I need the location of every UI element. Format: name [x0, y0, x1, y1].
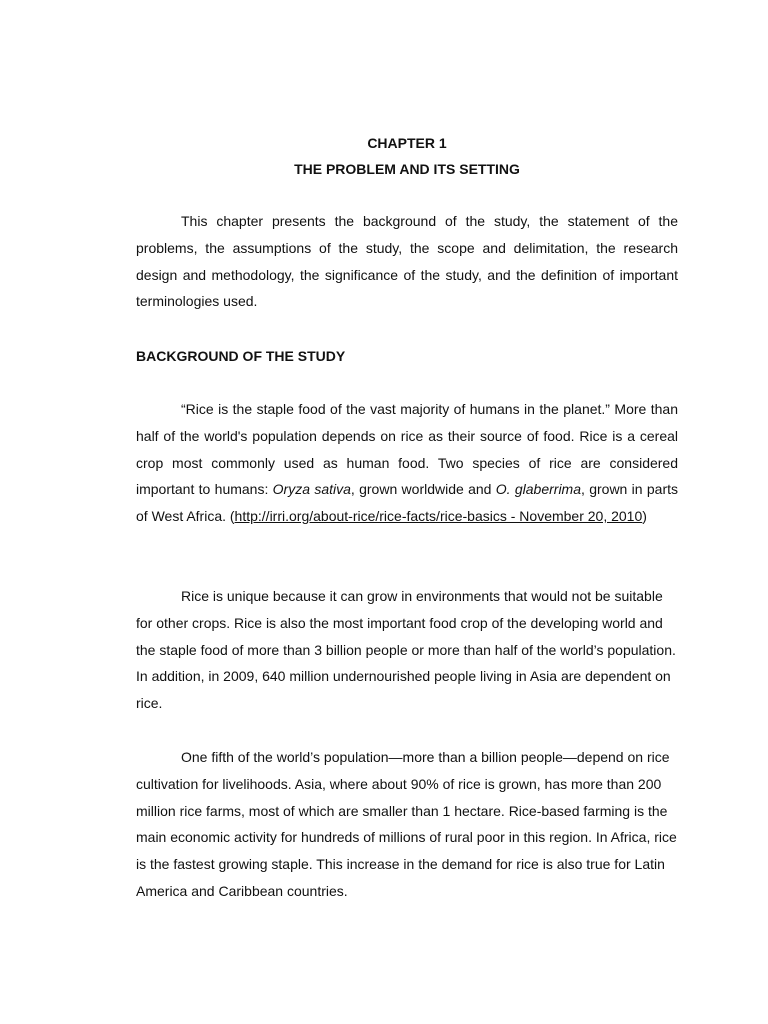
chapter-number: CHAPTER 1: [367, 135, 447, 151]
background-paragraph-2: Rice is unique because it can grow in environments that would not be suitable for other crops. Rice is also the most important food crop of the developing world and the staple food of more than 3 billion people or more than half of the world’s population. In addition, in 2009, 640 million undernourished people living in Asia are dependent on rice.: [136, 588, 676, 712]
species-o-glaberrima: O. glaberrima: [495, 481, 582, 498]
bg1-text-b: , grown worldwide and: [350, 481, 496, 498]
section-heading-background: BACKGROUND OF THE STUDY: [136, 348, 346, 364]
background-paragraph-3: One fifth of the world’s population—more than a billion people—depend on rice cultivation for livelihoods. Asia, where about 90% of rice is grown, has more than 200 million rice farms, most of which are smaller than 1 hectare. Rice-based farming is the main economic activity for hundreds of millions of rural poor in this region. In Africa, rice is the fastest growing staple. This increase in the demand for rice is also true for Latin America and Caribbean countries.: [136, 749, 677, 899]
chapter-title: THE PROBLEM AND ITS SETTING: [294, 161, 520, 177]
background-paragraph-1: [136, 396, 678, 530]
species-oryza-sativa: Oryza sativa: [272, 481, 351, 498]
irri-source-link[interactable]: http://irri.org/about-rice/rice-facts/rice-basics - November 20, 2010: [234, 508, 643, 525]
bg1-text-d: ): [642, 508, 647, 525]
bg1-text-c: , grown in parts of West Africa. (: [136, 481, 678, 525]
bg1-text-a: “Rice is the staple food of the vast majority of humans in the planet.” More than half of the world's population depends on rice as their source of food. Rice is a cereal crop most commonly used as human food. Two species of rice are considered important to humans:: [136, 401, 678, 498]
intro-paragraph: This chapter presents the background of the study, the statement of the problems, the assumptions of the study, the scope and delimitation, the research design and methodology, the significance of the study, and the definition of important terminologies used.: [136, 213, 678, 310]
